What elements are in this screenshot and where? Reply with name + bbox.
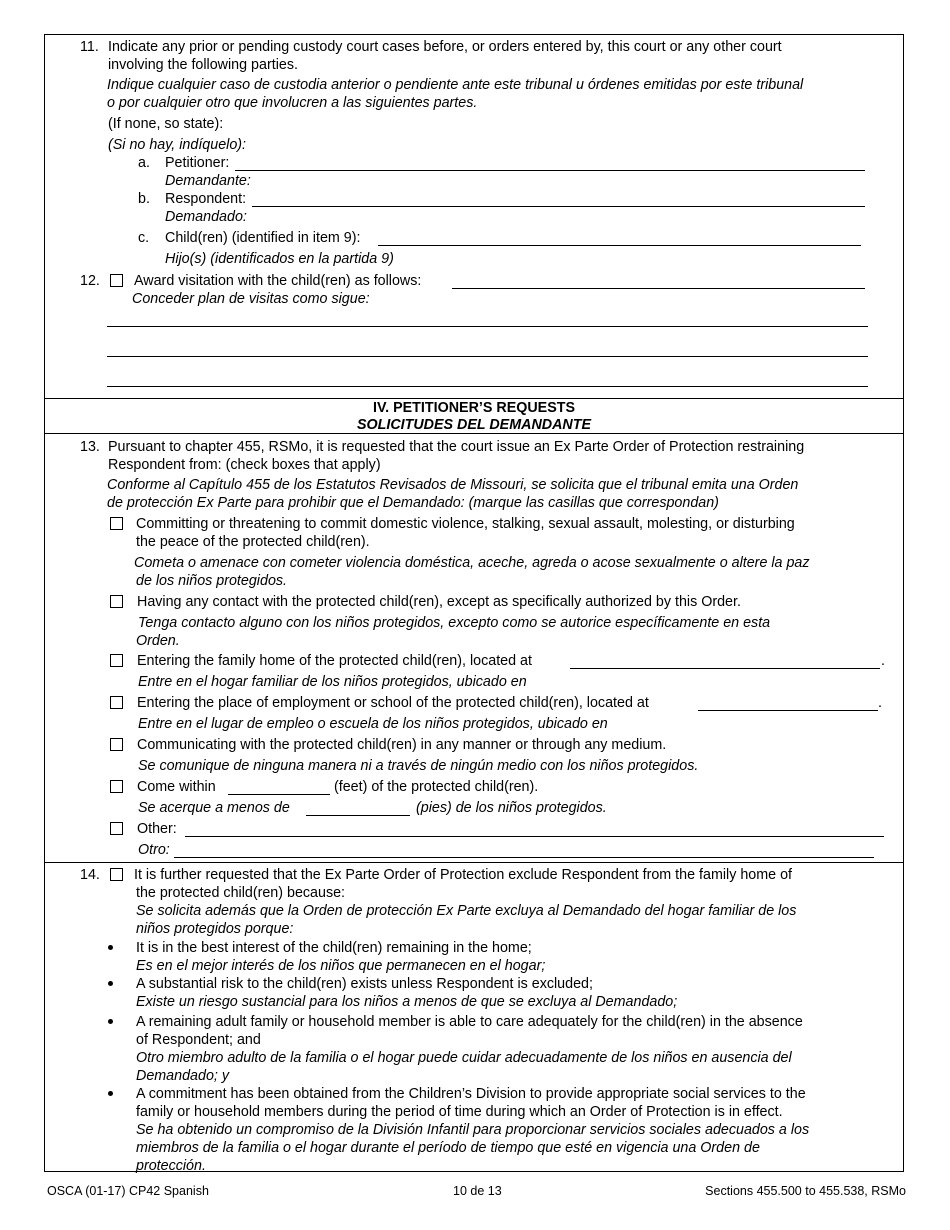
workplace-period: . — [878, 695, 882, 711]
reason3-en-1: A remaining adult family or household member is able to care adequately for the child(ren) in the absence — [136, 1014, 803, 1030]
reason4-es-3: protección. — [136, 1158, 206, 1174]
distance-es-b: (pies) de los niños protegidos. — [416, 800, 607, 816]
footer-form-id: OSCA (01-17) CP42 Spanish — [47, 1184, 209, 1198]
bullet-icon — [108, 1091, 113, 1096]
respondent-label: Respondent: — [165, 191, 247, 207]
item14-text-en-2: the protected child(ren) because: — [136, 885, 346, 901]
item12-text-en: Award visitation with the child(ren) as follows: — [134, 273, 422, 289]
no-violence-es-1: Cometa o amenace con cometer violencia doméstica, aceche, agreda o acose sexualmente o altere la paz — [134, 555, 810, 571]
other-label: Other: — [137, 821, 177, 837]
workplace-checkbox[interactable] — [110, 696, 123, 709]
item14-text-en-1: It is further requested that the Ex Parte Order of Protection exclude Respondent from the family home of — [134, 867, 792, 883]
family-home-es: Entre en el hogar familiar de los niños protegidos, ubicado en — [138, 674, 527, 690]
petitioner-label: Petitioner: — [165, 155, 230, 171]
footer-page-number: 10 de 13 — [453, 1184, 502, 1198]
item13-text-en-2: Respondent from: (check boxes that apply) — [108, 457, 381, 473]
children-label-es: Hijo(s) (identificados en la partida 9) — [165, 251, 394, 267]
item14-number: 14. — [80, 867, 100, 883]
item12-visitation-checkbox[interactable] — [110, 274, 123, 287]
reason1-en: It is in the best interest of the child(ren) remaining in the home; — [136, 940, 532, 956]
section-divider-bottom — [44, 433, 904, 434]
footer-statutes: Sections 455.500 to 455.538, RSMo — [705, 1184, 906, 1198]
reason3-es-2: Demandado; y — [136, 1068, 229, 1084]
bullet-icon — [108, 1019, 113, 1024]
no-communication-checkbox[interactable] — [110, 738, 123, 751]
distance-en-b: (feet) of the protected child(ren). — [334, 779, 539, 795]
visitation-line-1[interactable] — [107, 326, 868, 327]
other-checkbox[interactable] — [110, 822, 123, 835]
item11-text-es-1: Indique cualquier caso de custodia anterior o pendiente ante este tribunal u órdenes emitidas por este tribunal — [107, 77, 804, 93]
bullet-icon — [108, 981, 113, 986]
item11-text-en-2: involving the following parties. — [108, 57, 298, 73]
item11-b-letter: b. — [138, 191, 150, 207]
item11-text-en-1: Indicate any prior or pending custody court cases before, or orders entered by, this court or any other court — [108, 39, 782, 55]
no-violence-checkbox[interactable] — [110, 517, 123, 530]
reason4-es-2: miembros de la familia o el hogar durante el período de tiempo que esté en vigencia una Orden de — [136, 1140, 760, 1156]
no-violence-en-1: Committing or threatening to commit domestic violence, stalking, sexual assault, molesting, or disturbing — [136, 516, 795, 532]
item13-number: 13. — [80, 439, 100, 455]
no-contact-es-1: Tenga contacto alguno con los niños protegidos, excepto como se autorice específicamente en esta — [138, 615, 771, 631]
other-field-es[interactable] — [174, 857, 874, 858]
reason4-es-1: Se ha obtenido un compromiso de la División Infantil para proporcionar servicios sociales adecuados a los — [136, 1122, 810, 1138]
item11-a-letter: a. — [138, 155, 150, 171]
family-home-address-field[interactable] — [570, 668, 880, 669]
item11-none-es: (Si no hay, indíquelo): — [108, 137, 247, 153]
other-field[interactable] — [185, 836, 884, 837]
visitation-terms-field[interactable] — [452, 288, 865, 289]
no-communication-es: Se comunique de ninguna manera ni a través de ningún medio con los niños protegidos. — [138, 758, 699, 774]
no-contact-es-2: Orden. — [136, 633, 180, 649]
children-label: Child(ren) (identified in item 9): — [165, 230, 361, 246]
section-subtitle: SOLICITUDES DEL DEMANDANTE — [356, 417, 592, 433]
reason3-en-2: of Respondent; and — [136, 1032, 261, 1048]
family-home-checkbox[interactable] — [110, 654, 123, 667]
no-communication-en: Communicating with the protected child(ren) in any manner or through any medium. — [137, 737, 667, 753]
item11-number: 11. — [80, 39, 99, 55]
item13-text-es-2: de protección Ex Parte para prohibir que el Demandado: (marque las casillas que correspondan) — [107, 495, 719, 511]
item11-c-letter: c. — [138, 230, 150, 246]
reason1-es: Es en el mejor interés de los niños que permanecen en el hogar; — [136, 958, 546, 974]
family-home-en: Entering the family home of the protected child(ren), located at — [137, 653, 532, 669]
item14-divider — [44, 862, 904, 863]
workplace-address-field[interactable] — [698, 710, 878, 711]
exclude-from-home-checkbox[interactable] — [110, 868, 123, 881]
visitation-line-3[interactable] — [107, 386, 868, 387]
item11-text-es-2: o por cualquier otro que involucren a las siguientes partes. — [107, 95, 478, 111]
reason2-es: Existe un riesgo sustancial para los niños a menos de que se excluya al Demandado; — [136, 994, 678, 1010]
reason4-en-1: A commitment has been obtained from the Children’s Division to provide appropriate social services to the — [136, 1086, 806, 1102]
other-label-es: Otro: — [138, 842, 170, 858]
item13-text-es-1: Conforme al Capítulo 455 de los Estatutos Revisados de Missouri, se solicita que el tribunal emita una Orden — [107, 477, 799, 493]
petitioner-label-es: Demandante: — [165, 173, 251, 189]
workplace-es: Entre en el lugar de empleo o escuela de los niños protegidos, ubicado en — [138, 716, 608, 732]
no-contact-checkbox[interactable] — [110, 595, 123, 608]
distance-feet-field[interactable] — [228, 794, 330, 795]
workplace-en: Entering the place of employment or school of the protected child(ren), located at — [137, 695, 649, 711]
visitation-line-2[interactable] — [107, 356, 868, 357]
respondent-cases-field[interactable] — [252, 206, 865, 207]
section-title: IV. PETITIONER’S REQUESTS — [372, 400, 576, 416]
item12-text-es: Conceder plan de visitas como sigue: — [132, 291, 370, 307]
no-violence-en-2: the peace of the protected child(ren). — [136, 534, 370, 550]
distance-checkbox[interactable] — [110, 780, 123, 793]
petitioner-cases-field[interactable] — [235, 170, 865, 171]
bullet-icon — [108, 945, 113, 950]
family-home-period: . — [881, 653, 885, 669]
distance-en-a: Come within — [137, 779, 216, 795]
children-cases-field[interactable] — [378, 245, 861, 246]
reason2-en: A substantial risk to the child(ren) exists unless Respondent is excluded; — [136, 976, 593, 992]
item14-text-es-2: niños protegidos porque: — [136, 921, 294, 937]
reason4-en-2: family or household members during the period of time during which an Order of Protection is in effect. — [136, 1104, 783, 1120]
distance-es-a: Se acerque a menos de — [138, 800, 290, 816]
no-contact-en: Having any contact with the protected child(ren), except as specifically authorized by this Order. — [137, 594, 741, 610]
item12-number: 12. — [80, 273, 100, 289]
reason3-es-1: Otro miembro adulto de la familia o el hogar puede cuidar adecuadamente de los niños en ausencia del — [136, 1050, 792, 1066]
respondent-label-es: Demandado: — [165, 209, 247, 225]
distance-pies-field[interactable] — [306, 815, 410, 816]
item14-text-es-1: Se solicita además que la Orden de protección Ex Parte excluya al Demandado del hogar familiar de los — [136, 903, 797, 919]
no-violence-es-2: de los niños protegidos. — [136, 573, 288, 589]
item13-text-en-1: Pursuant to chapter 455, RSMo, it is requested that the court issue an Ex Parte Order of Protection restraining — [108, 439, 805, 455]
item11-none-en: (If none, so state): — [108, 116, 224, 132]
